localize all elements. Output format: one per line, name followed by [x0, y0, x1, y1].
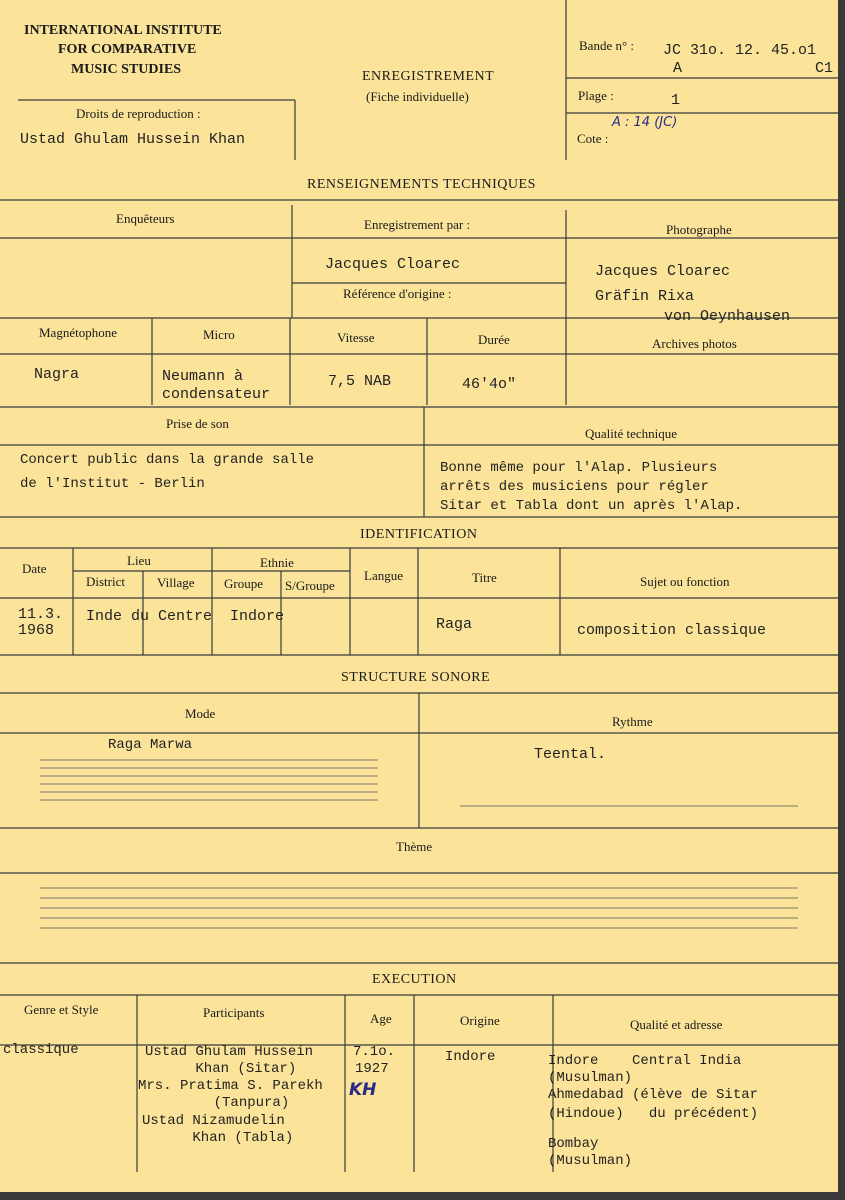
- genre-value: classique: [3, 1042, 79, 1058]
- institute-line-1: INTERNATIONAL INSTITUTE: [24, 23, 222, 38]
- section-execution: EXECUTION: [372, 972, 457, 987]
- participant-line-6: Khan (Tabla): [142, 1130, 294, 1146]
- section-technique: RENSEIGNEMENTS TECHNIQUES: [307, 177, 536, 192]
- photographe-value-3: von Oeynhausen: [664, 308, 791, 325]
- participants-label: Participants: [203, 1005, 265, 1020]
- groupe-label: Groupe: [224, 576, 263, 591]
- age-value-2: 1927: [355, 1061, 389, 1077]
- micro-label: Micro: [203, 327, 235, 342]
- titre-value: Raga: [436, 616, 473, 633]
- age-initials-handwritten: KH: [349, 1080, 377, 1100]
- micro-value-1: Neumann à: [162, 368, 244, 385]
- photographe-value-2: Gräfin Rixa: [595, 288, 695, 305]
- bande-value: JC 31o. 12. 45.o1: [663, 42, 817, 59]
- duree-label: Durée: [478, 332, 510, 347]
- prise-value-2: de l'Institut - Berlin: [20, 476, 205, 492]
- vitesse-label: Vitesse: [337, 330, 375, 345]
- date-value-2: 1968: [18, 622, 55, 639]
- adresse-line-3: Ahmedabad (élève de Sitar: [548, 1087, 759, 1103]
- theme-label: Thème: [396, 839, 433, 854]
- vitesse-value: 7,5 NAB: [328, 373, 392, 390]
- droits-value: Ustad Ghulam Hussein Khan: [20, 131, 246, 148]
- form-title: ENREGISTREMENT: [362, 69, 495, 84]
- village-label: Village: [157, 575, 195, 590]
- participant-line-2: Khan (Sitar): [145, 1061, 297, 1077]
- cote-label: Cote :: [577, 131, 609, 146]
- langue-label: Langue: [364, 568, 403, 583]
- participant-line-1: Ustad Ghulam Hussein: [145, 1044, 314, 1060]
- prise-label: Prise de son: [166, 416, 229, 431]
- section-structure: STRUCTURE SONORE: [341, 670, 491, 685]
- institute-line-3: MUSIC STUDIES: [71, 62, 182, 77]
- reference-label: Référence d'origine :: [343, 286, 452, 301]
- participant-line-3: Mrs. Pratima S. Parekh: [138, 1078, 323, 1094]
- droits-label: Droits de reproduction :: [76, 106, 201, 121]
- magnetophone-value: Nagra: [34, 366, 80, 383]
- mode-value: Raga Marwa: [108, 737, 193, 753]
- origine-value: Indore: [445, 1049, 496, 1065]
- age-value-1: 7.1o.: [353, 1044, 396, 1060]
- institute-line-2: FOR COMPARATIVE: [58, 42, 197, 57]
- lieu-label: Lieu: [127, 553, 151, 568]
- date-label: Date: [22, 561, 47, 576]
- adresse-line-2: (Musulman): [548, 1070, 633, 1086]
- sujet-label: Sujet ou fonction: [640, 574, 730, 589]
- archives-label: Archives photos: [652, 336, 737, 351]
- bande-code: C1: [815, 60, 834, 77]
- age-label: Age: [370, 1011, 392, 1026]
- plage-value: 1: [671, 92, 681, 109]
- mode-label: Mode: [185, 706, 216, 721]
- duree-value: 46'4o": [462, 376, 517, 393]
- photographe-value-1: Jacques Cloarec: [595, 263, 731, 280]
- ethnie-label: Ethnie: [260, 555, 294, 570]
- adresse-line-1: Indore Central India: [548, 1053, 742, 1069]
- prise-value-1: Concert public dans la grande salle: [20, 452, 315, 468]
- qualite-value-3: Sitar et Tabla dont un après l'Alap.: [440, 498, 743, 514]
- form-subtitle: (Fiche individuelle): [366, 89, 469, 104]
- qualite-adresse-label: Qualité et adresse: [630, 1017, 723, 1032]
- cote-handwritten: A : 14 (JC): [612, 115, 678, 130]
- titre-label: Titre: [472, 570, 497, 585]
- sujet-value: composition classique: [577, 622, 767, 639]
- plage-label: Plage :: [578, 88, 614, 103]
- enregistrement-value: Jacques Cloarec: [325, 256, 461, 273]
- qualite-value-2: arrêts des musiciens pour régler: [440, 479, 709, 495]
- adresse-line-4: (Hindoue) du précédent): [548, 1106, 759, 1122]
- participant-line-5: Ustad Nizamudelin: [142, 1113, 285, 1129]
- section-identification: IDENTIFICATION: [360, 527, 478, 542]
- participant-line-4: (Tanpura): [138, 1095, 290, 1111]
- district-label: District: [86, 574, 125, 589]
- origine-label: Origine: [460, 1013, 500, 1028]
- adresse-line-7: (Musulman): [548, 1153, 633, 1169]
- qualite-tech-label: Qualité technique: [585, 426, 678, 441]
- rythme-label: Rythme: [612, 714, 653, 729]
- rythme-value: Teental.: [534, 746, 607, 763]
- magnetophone-label: Magnétophone: [39, 325, 117, 340]
- adresse-line-6: Bombay: [548, 1136, 599, 1152]
- qualite-value-1: Bonne même pour l'Alap. Plusieurs: [440, 460, 718, 476]
- genre-label: Genre et Style: [24, 1002, 99, 1017]
- bande-side: A: [673, 60, 683, 77]
- micro-value-2: condensateur: [162, 386, 271, 403]
- sgroupe-label: S/Groupe: [285, 578, 335, 593]
- enregistrement-label: Enregistrement par :: [364, 217, 471, 232]
- photographe-label: Photographe: [666, 222, 732, 237]
- bande-label: Bande n° :: [579, 38, 635, 53]
- date-value-1: 11.3.: [18, 606, 64, 623]
- lieu-value: Inde du Centre Indore: [86, 608, 285, 625]
- enqueteurs-label: Enquêteurs: [116, 211, 175, 226]
